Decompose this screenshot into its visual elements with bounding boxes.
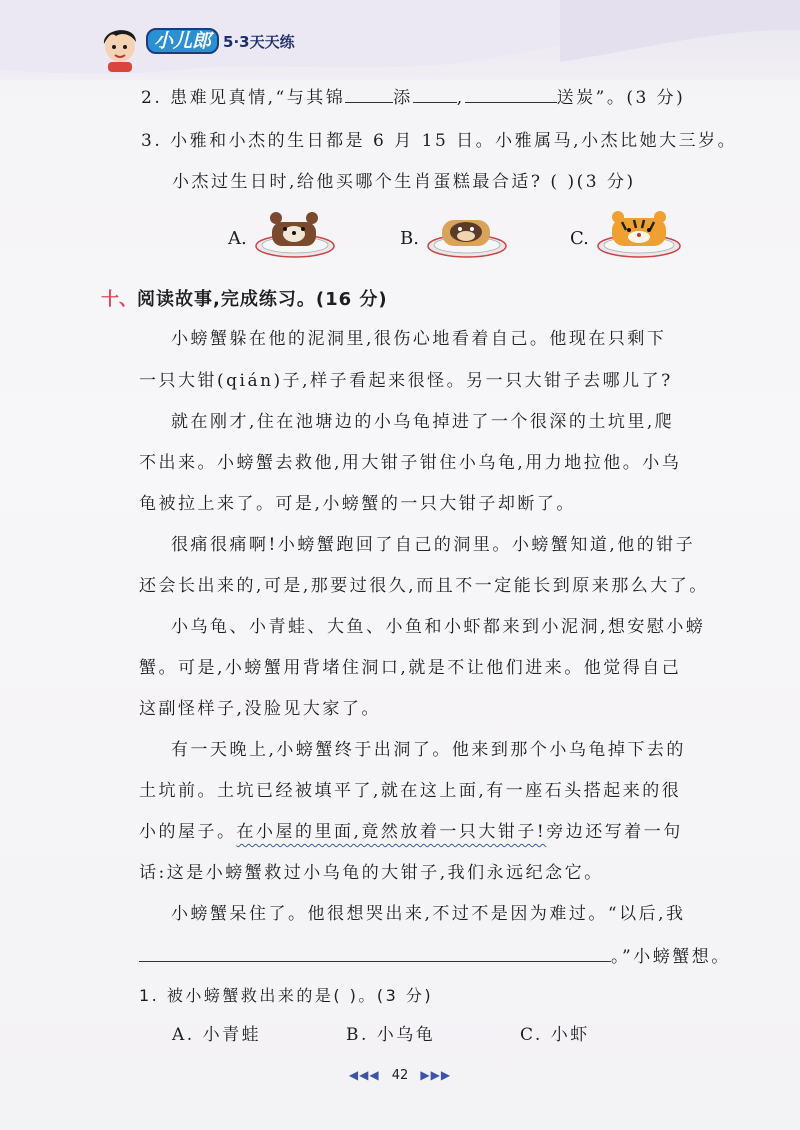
bear-cake-icon[interactable] xyxy=(254,208,336,258)
question-2-comma: , xyxy=(456,88,465,108)
monkey-cake-icon[interactable] xyxy=(426,208,508,258)
question-2 xyxy=(141,84,685,110)
page-number: 42 xyxy=(391,1068,409,1083)
question-10-1: 1. 被小螃蟹救出来的是( )。(3 分) xyxy=(139,986,434,1005)
question-3-line-1: 3. 小雅和小杰的生日都是 6 月 15 日。小雅属马,小杰比她大三岁。 xyxy=(141,131,738,151)
story-paragraph-line: 很痛很痛啊!小螃蟹跑回了自己的洞里。小螃蟹知道,他的钳子 xyxy=(171,535,696,555)
story-text: 小的屋子。 xyxy=(139,822,237,842)
brand-title xyxy=(146,28,295,54)
story-text: 。”小螃蟹想。 xyxy=(611,947,731,967)
story-paragraph-line: 一只大钳(qián)子,样子看起来很怪。另一只大钳子去哪儿了? xyxy=(139,371,673,391)
story-paragraph-line: 就在刚才,住在池塘边的小乌龟掉进了一个很深的土坑里,爬 xyxy=(171,412,675,432)
question-2-prefix: 2. 患难见真情,“与其锦 xyxy=(141,88,346,108)
story-paragraph-line: 蟹。可是,小螃蟹用背堵住洞口,就是不让他们进来。他觉得自己 xyxy=(139,658,682,678)
question-2-mid: 添 xyxy=(393,88,413,108)
right-arrows-icon: ▶▶▶ xyxy=(420,1068,452,1082)
story-paragraph-line xyxy=(139,943,731,969)
story-paragraph-line: 话:这是小螃蟹救过小乌龟的大钳子,我们永远纪念它。 xyxy=(139,863,604,883)
brand-logo: 小儿郎 xyxy=(146,28,219,54)
story-paragraph-line: 还会长出来的,可是,那要过很久,而且不一定能长到原来那么大了。 xyxy=(139,576,709,596)
page-footer xyxy=(0,1068,800,1083)
story-paragraph-line: 龟被拉上来了。可是,小螃蟹的一只大钳子却断了。 xyxy=(139,494,576,514)
story-paragraph-line: 小螃蟹呆住了。他很想哭出来,不过不是因为难过。“以后,我 xyxy=(171,904,686,924)
answer-option-a[interactable]: A. 小青蛙 xyxy=(172,1025,262,1045)
left-arrows-icon: ◀◀◀ xyxy=(348,1068,380,1082)
option-a-label: A. xyxy=(228,228,247,249)
option-c-label: C. xyxy=(570,228,589,249)
question-3-line-2: 小杰过生日时,给他买哪个生肖蛋糕最合适? ( )(3 分) xyxy=(172,172,636,192)
mascot-boy-icon xyxy=(98,22,142,72)
section-title: 阅读故事,完成练习。(16 分) xyxy=(137,289,388,310)
story-paragraph-line: 这副怪样子,没脸见大家了。 xyxy=(139,699,381,719)
fill-in-answer-line[interactable] xyxy=(139,943,611,962)
section-10-heading xyxy=(101,285,388,311)
story-paragraph-line: 土坑前。土坑已经被填平了,就在这上面,有一座石头搭起来的很 xyxy=(139,781,682,801)
story-paragraph-line: 小乌龟、小青蛙、大鱼、小鱼和小虾都来到小泥洞,想安慰小螃 xyxy=(171,617,706,637)
story-paragraph-line: 小螃蟹躲在他的泥洞里,很伤心地看着自己。他现在只剩下 xyxy=(171,329,667,349)
answer-blank[interactable] xyxy=(465,84,557,103)
wavy-underlined-sentence: 在小屋的里面,竟然放着一只大钳子! xyxy=(236,822,547,842)
story-paragraph-line xyxy=(139,820,683,844)
story-paragraph-line: 不出来。小螃蟹去救他,用大钳子钳住小乌龟,用力地拉他。小乌 xyxy=(139,453,682,473)
question-2-suffix: 送炭”。(3 分) xyxy=(556,88,686,108)
section-number: 十、 xyxy=(101,289,137,310)
option-b-label: B. xyxy=(400,228,419,249)
tiger-cake-icon[interactable] xyxy=(596,206,682,258)
brand-subtitle: 5·3天天练 xyxy=(223,32,295,51)
story-paragraph-line: 有一天晚上,小螃蟹终于出洞了。他来到那个小乌龟掉下去的 xyxy=(171,740,686,760)
answer-blank[interactable] xyxy=(413,84,457,103)
story-text: 旁边还写着一句 xyxy=(546,822,683,842)
answer-blank[interactable] xyxy=(345,84,393,103)
answer-option-c[interactable]: C. 小虾 xyxy=(520,1025,590,1045)
answer-option-b[interactable]: B. 小乌龟 xyxy=(346,1025,436,1045)
